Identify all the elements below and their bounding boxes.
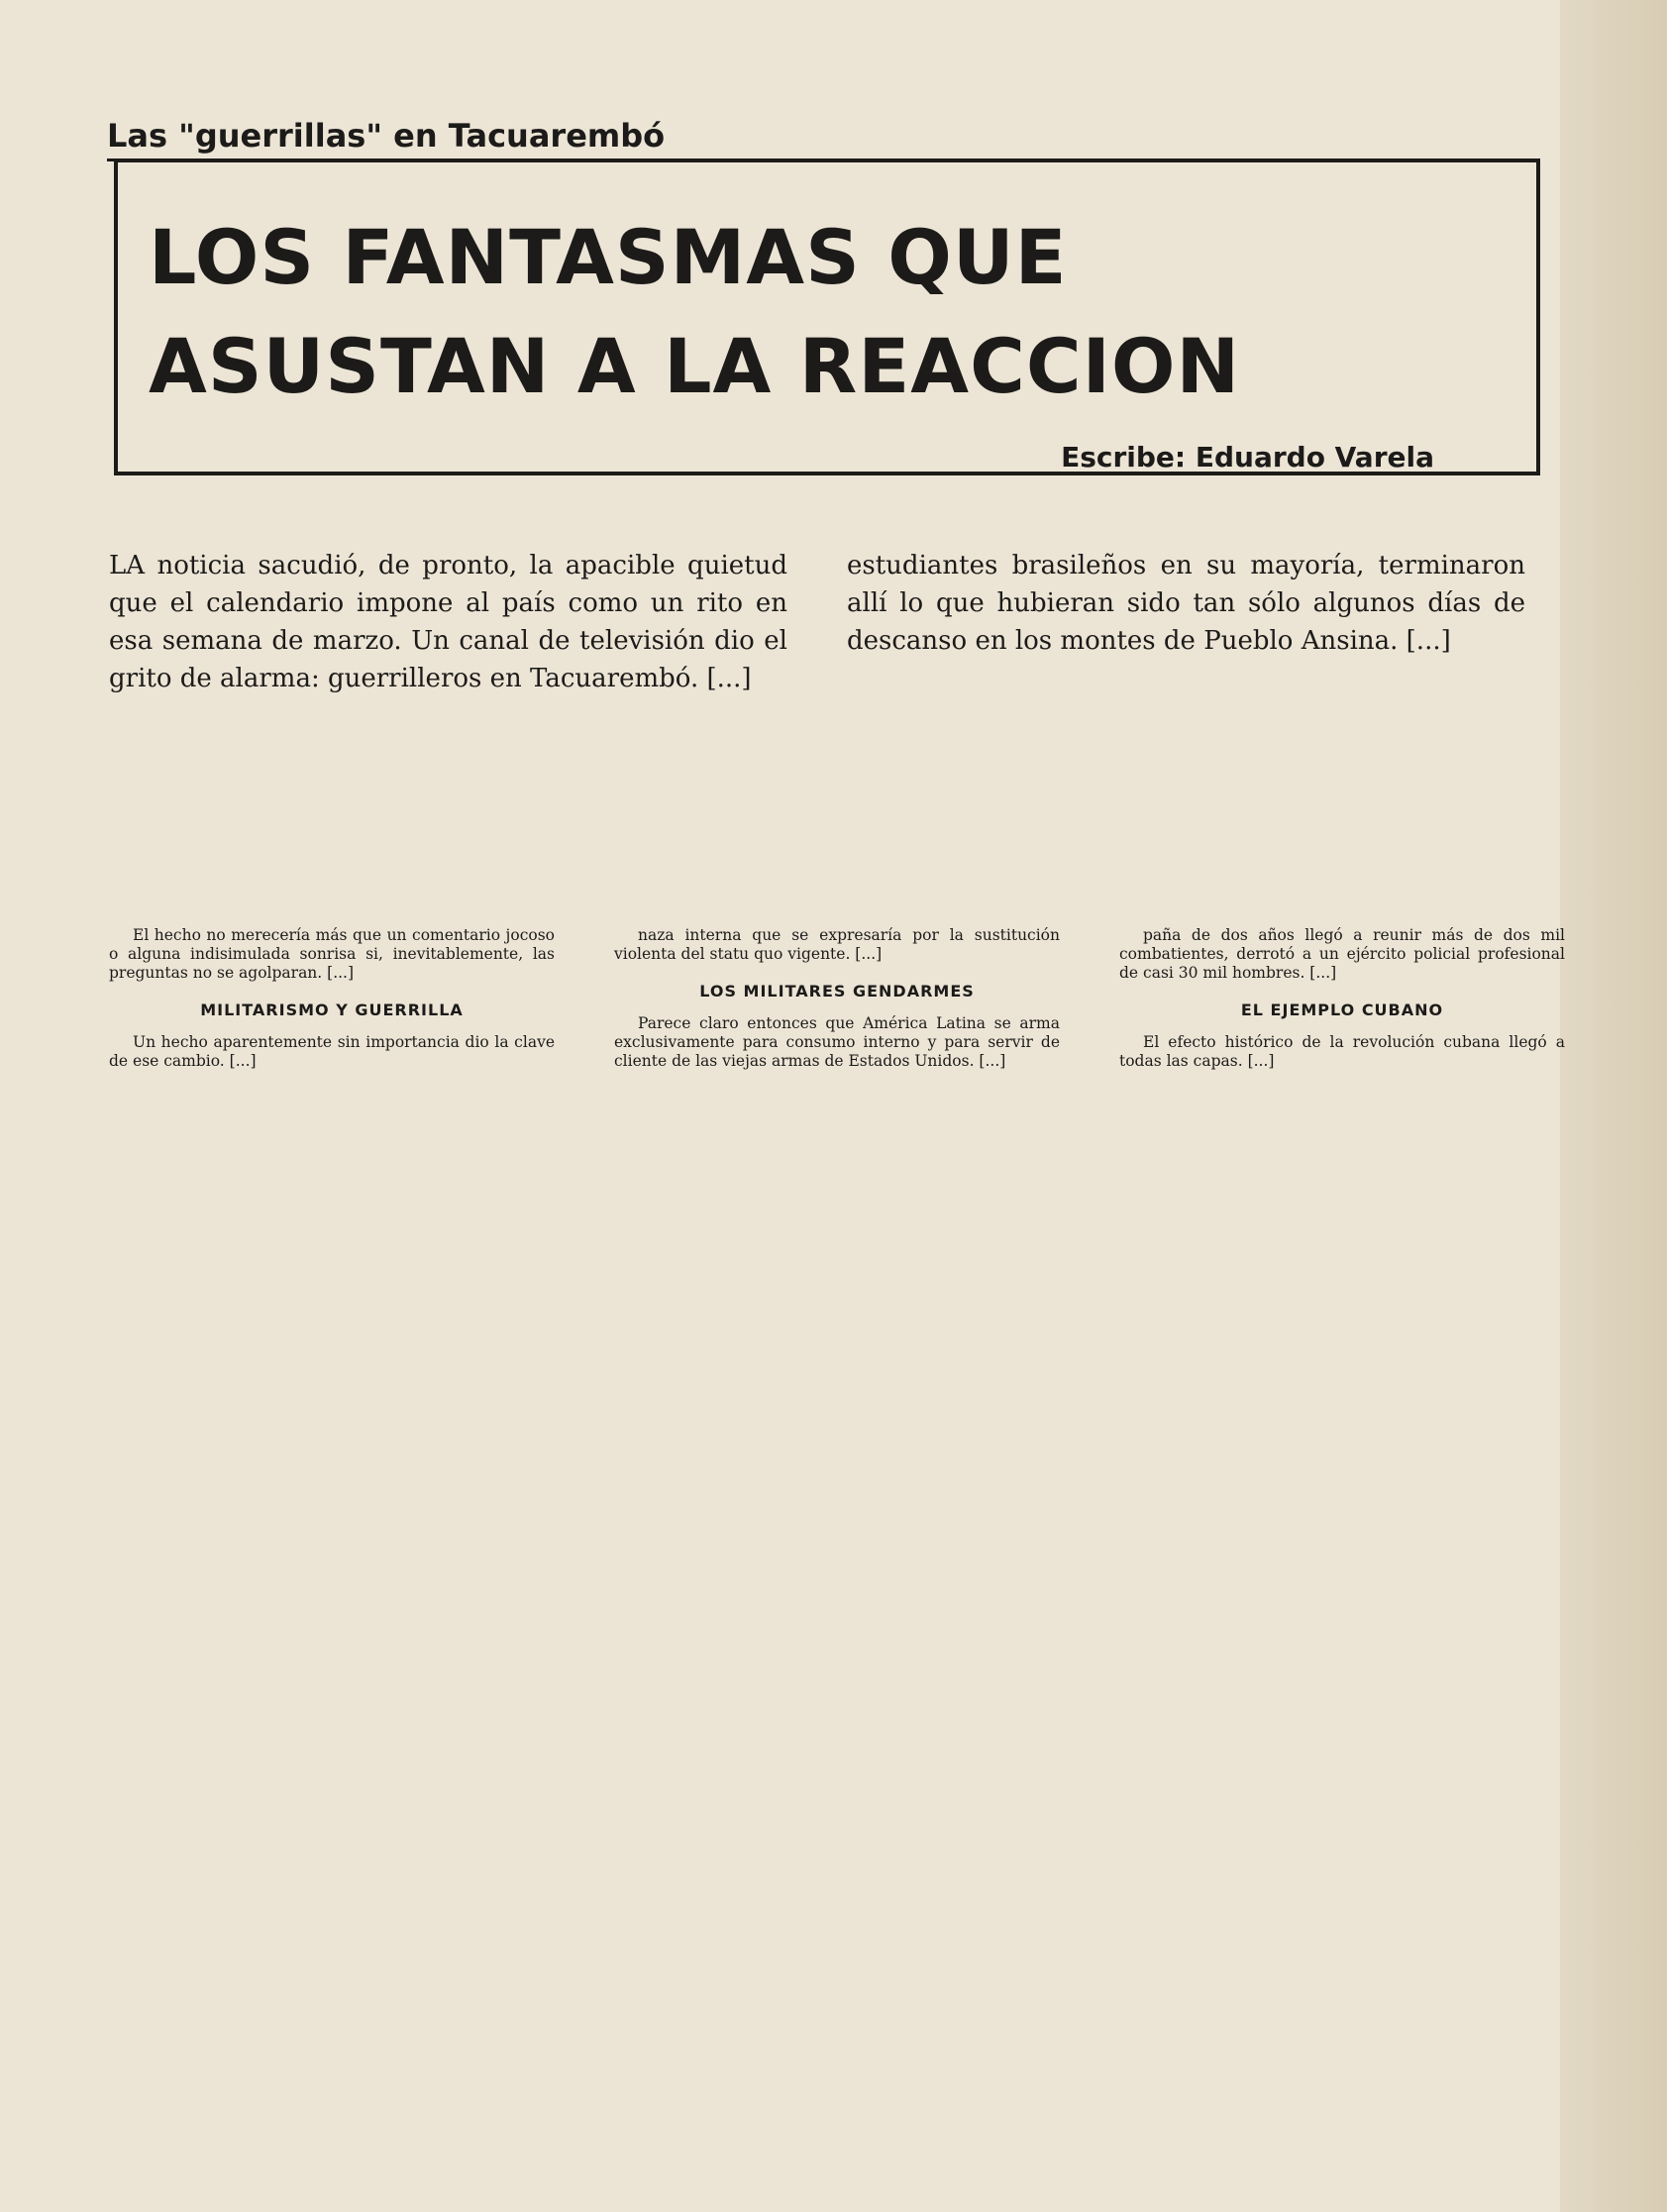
column-1-excerpt: El hecho no merecería más que un comentario jocoso o alguna indisimulada sonrisa si, inevitablemente, las preguntas no se agolparan. [...] — [109, 926, 555, 982]
byline: Escribe: Eduardo Varela — [1061, 441, 1434, 474]
column-1-section-excerpt: Un hecho aparentemente sin importancia dio la clave de ese cambio. [...] — [109, 1033, 555, 1070]
headline: LOS FANTASMAS QUE ASUSTAN A LA REACCION — [149, 213, 1241, 410]
page-fold — [1560, 0, 1667, 2212]
article-column-1 — [109, 926, 555, 1079]
column-3-excerpt: paña de dos años llegó a reunir más de dos mil combatientes, derrotó a un ejército policial profesional de casi 30 mil hombres. [...] — [1119, 926, 1565, 982]
lead-paragraph-right: estudiantes brasileños en su mayoría, terminaron allí lo que hubieran sido tan sólo algunos días de descanso en los montes de Pueblo Ansina. [...] — [847, 551, 1525, 656]
column-3-section-excerpt: El efecto histórico de la revolución cubana llegó a todas las capas. [...] — [1119, 1033, 1565, 1070]
column-2-section-excerpt: Parece claro entonces que América Latina se arma exclusivamente para consumo interno y para servir de cliente de las viejas armas de Estados Unidos. [...] — [614, 1014, 1060, 1070]
column-2-excerpt: naza interna que se expresaría por la sustitución violenta del statu quo vigente. [...] — [614, 926, 1060, 963]
article-column-3 — [1119, 926, 1565, 1079]
lead-paragraph-left: LA noticia sacudió, de pronto, la apacible quietud que el calendario impone al país como un rito en esa semana de marzo. Un canal de televisión dio el grito de alarma: guerrilleros en Tacuarembó. [...] — [109, 551, 787, 693]
subheading-militarismo: MILITARISMO Y GUERRILLA — [200, 1001, 464, 1019]
article-column-2 — [614, 926, 1060, 1079]
subheading-gendarmes: LOS MILITARES GENDARMES — [699, 982, 975, 1001]
subheading-ejemplo-cubano: EL EJEMPLO CUBANO — [1240, 1001, 1444, 1019]
kicker: Las "guerrillas" en Tacuarembó — [107, 117, 1533, 161]
